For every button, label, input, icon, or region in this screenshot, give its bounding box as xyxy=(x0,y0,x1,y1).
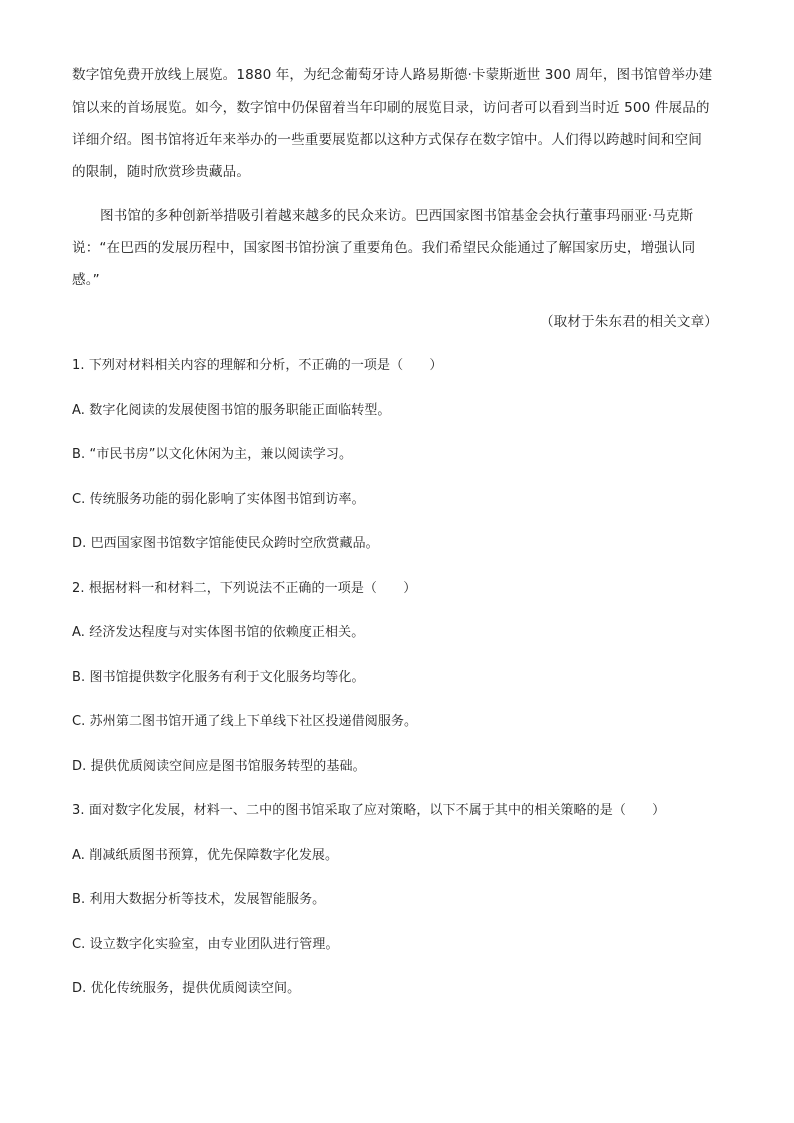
paragraph-line: 详细介绍。图书馆将近年来举办的一些重要展览都以这种方式保存在数字馆中。人们得以跨越时间和空间 xyxy=(72,132,702,148)
source-citation: （取材于朱东君的相关文章） xyxy=(539,314,718,330)
option-d: D. 提供优质阅读空间应是图书馆服务转型的基础。 xyxy=(72,759,366,774)
paragraph-line: 数字馆免费开放线上展览。1880 年，为纪念葡萄牙诗人路易斯德·卡蒙斯逝世 300 周年，图书馆曾举办建 xyxy=(72,67,713,83)
paragraph-line: 的限制，随时欣赏珍贵藏品。 xyxy=(72,164,251,180)
paragraph-line: 说：“在巴西的发展历程中，国家图书馆扮演了重要角色。我们希望民众能通过了解国家历史，增强认同 xyxy=(72,240,696,256)
paragraph-line: 感。” xyxy=(72,272,100,288)
option-c: C. 传统服务功能的弱化影响了实体图书馆到访率。 xyxy=(72,492,365,507)
option-c: C. 苏州第二图书馆开通了线上下单线下社区投递借阅服务。 xyxy=(72,714,418,729)
option-b: B. “市民书房”以文化休闲为主，兼以阅读学习。 xyxy=(72,447,353,462)
question-stem: 2. 根据材料一和材料二，下列说法不正确的一项是（ ） xyxy=(72,581,417,596)
option-b: B. 利用大数据分析等技术，发展智能服务。 xyxy=(72,892,326,907)
paragraph-line: 馆以来的首场展览。如今，数字馆中仍保留着当年印刷的展览目录，访问者可以看到当时近 500 件展品的 xyxy=(72,100,710,116)
option-d: D. 优化传统服务，提供优质阅读空间。 xyxy=(72,981,301,996)
question-stem: 1. 下列对材料相关内容的理解和分析，不正确的一项是（ ） xyxy=(72,358,443,373)
option-a: A. 数字化阅读的发展使图书馆的服务职能正面临转型。 xyxy=(72,403,391,418)
option-a: A. 削减纸质图书预算，优先保障数字化发展。 xyxy=(72,848,339,863)
question-stem: 3. 面对数字化发展，材料一、二中的图书馆采取了应对策略，以下不属于其中的相关策略的是（ ） xyxy=(72,803,666,818)
option-a: A. 经济发达程度与对实体图书馆的依赖度正相关。 xyxy=(72,625,365,640)
option-c: C. 设立数字化实验室，由专业团队进行管理。 xyxy=(72,937,339,952)
paragraph-line: 图书馆的多种创新举措吸引着越来越多的民众来访。巴西国家图书馆基金会执行董事玛丽亚·马克斯 xyxy=(100,208,694,224)
option-d: D. 巴西国家图书馆数字馆能使民众跨时空欣赏藏品。 xyxy=(72,536,379,551)
option-b: B. 图书馆提供数字化服务有利于文化服务均等化。 xyxy=(72,670,365,685)
